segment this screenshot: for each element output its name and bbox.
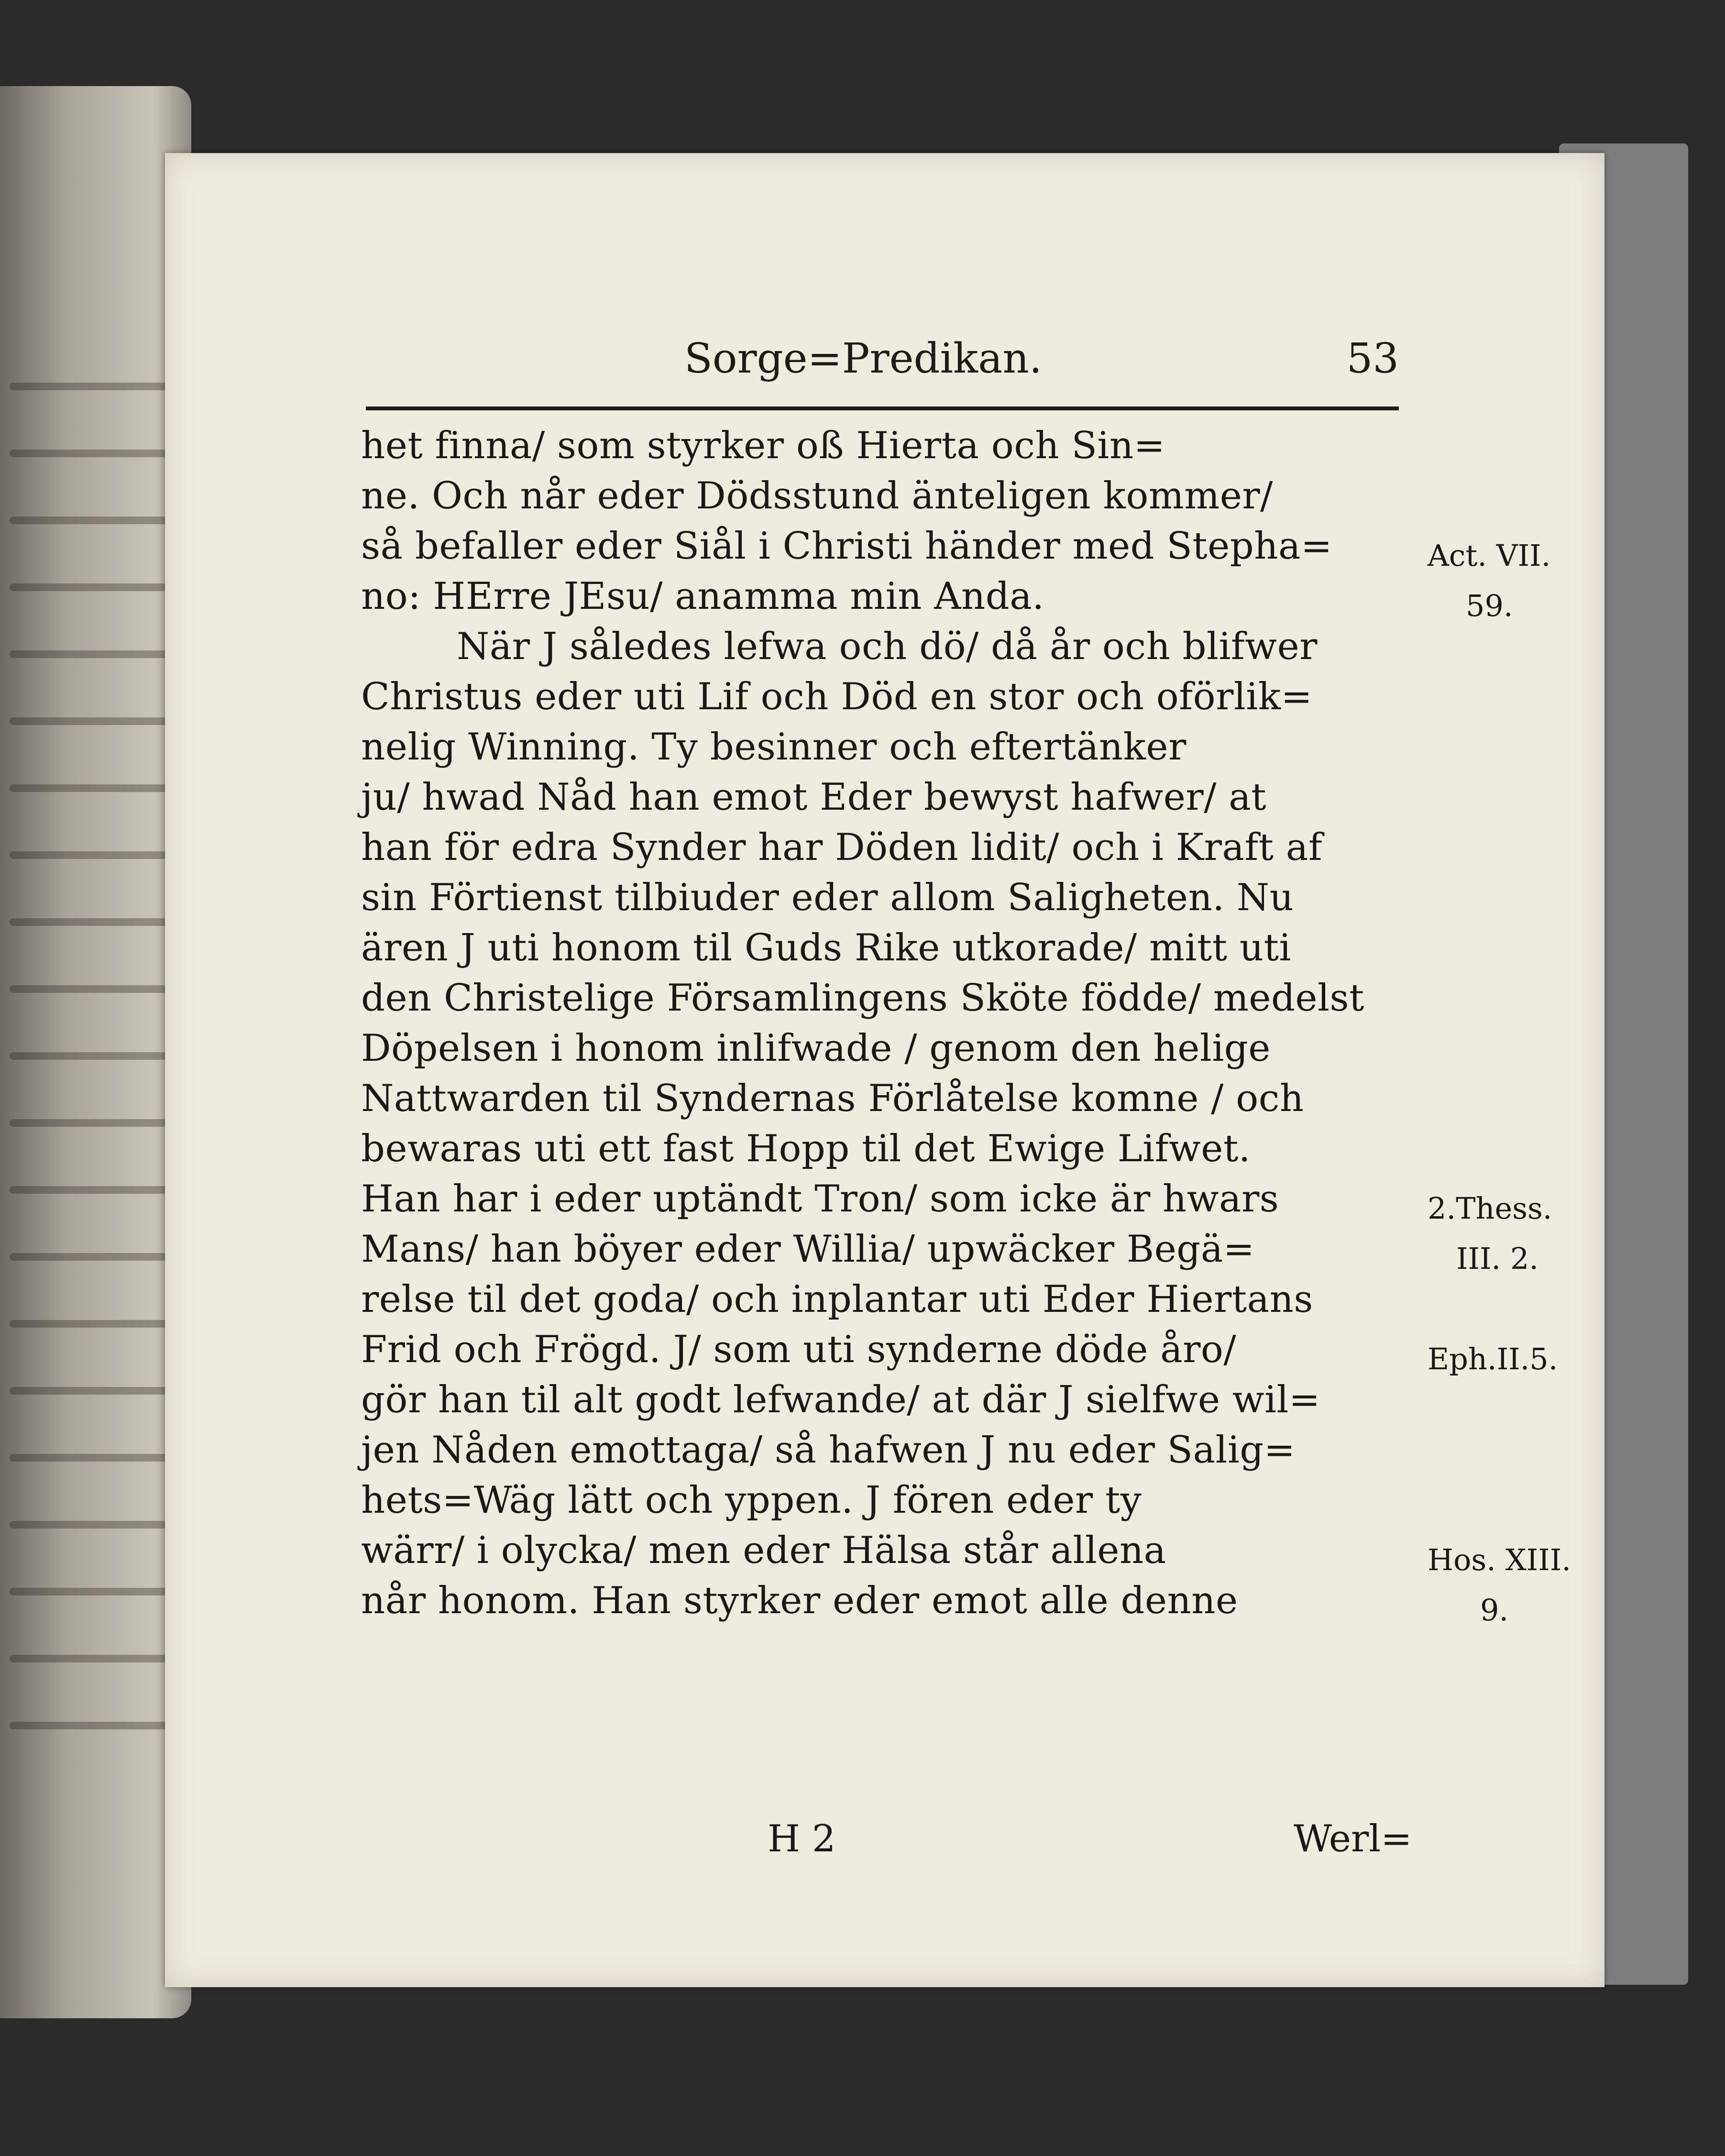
text-line: jen Nåden emottaga/ så hafwen J nu eder Salig= [361, 1429, 1296, 1472]
text-line: Mans/ han böyer eder Willia/ upwäcker Begä= [361, 1228, 1255, 1271]
margin-note: Act. VII. [1428, 538, 1551, 573]
margin-note: 59. [1466, 588, 1513, 623]
text-line: Nattwarden til Syndernas Förlåtelse komne / och [361, 1077, 1304, 1120]
text-line: wärr/ i olycka/ men eder Hälsa står allena [361, 1529, 1166, 1572]
text-line: bewaras uti ett fast Hopp til det Ewige Lifwet. [361, 1127, 1251, 1170]
text-line: Döpelsen i honom inlifwade / genom den helige [361, 1027, 1271, 1070]
text-line: ären J uti honom til Guds Rike utkorade/ mitt uti [361, 926, 1291, 969]
text-line: Christus eder uti Lif och Död en stor och oförlik= [361, 675, 1313, 718]
page-number: 53 [1346, 335, 1399, 383]
text-line: når honom. Han styrker eder emot alle denne [361, 1579, 1238, 1622]
text-line: het finna/ som styrker oß Hierta och Sin= [361, 424, 1165, 467]
header-rule [366, 407, 1399, 410]
text-line: han för edra Synder har Döden lidit/ och i Kraft af [361, 826, 1323, 869]
catchword: Werl= [1294, 1817, 1412, 1860]
text-line: den Christelige Församlingens Sköte födde/ medelst [361, 977, 1364, 1020]
text-line: Han har i eder uptändt Tron/ som icke är hwars [361, 1177, 1279, 1221]
running-title: Sorge=Predikan. [684, 335, 1043, 383]
facing-left-page [0, 86, 191, 2018]
text-line: ju/ hwad Nåd han emot Eder bewyst hafwer/ at [361, 776, 1267, 819]
body-text [361, 421, 1418, 1626]
book-page [165, 153, 1604, 1987]
text-line: så befaller eder Siål i Christi händer med Stepha= [361, 525, 1332, 568]
signature-mark: H 2 [768, 1817, 836, 1860]
text-line: ne. Och når eder Dödsstund änteligen kommer/ [361, 474, 1273, 517]
margin-note: 2.Thess. [1428, 1191, 1552, 1226]
margin-note: Eph.II.5. [1428, 1342, 1558, 1376]
margin-note: III. 2. [1456, 1241, 1539, 1276]
text-line: hets=Wäg lätt och yppen. J fören eder ty [361, 1479, 1142, 1522]
text-line: no: HErre JEsu/ anamma min Anda. [361, 575, 1044, 618]
text-line: Frid och Frögd. J/ som uti synderne döde åro/ [361, 1328, 1237, 1371]
text-line: gör han til alt godt lefwande/ at där J sielfwe wil= [361, 1378, 1320, 1421]
text-line: När J således lefwa och dö/ då år och blifwer [457, 625, 1318, 668]
margin-note: 9. [1480, 1593, 1509, 1628]
margin-note: Hos. XIII. [1428, 1542, 1571, 1577]
text-line: nelig Winning. Ty besinner och eftertänker [361, 726, 1187, 769]
running-head [366, 335, 1399, 392]
text-line: relse til det goda/ och inplantar uti Eder Hiertans [361, 1278, 1313, 1321]
text-line: sin Förtienst tilbiuder eder allom Saligheten. Nu [361, 876, 1294, 919]
